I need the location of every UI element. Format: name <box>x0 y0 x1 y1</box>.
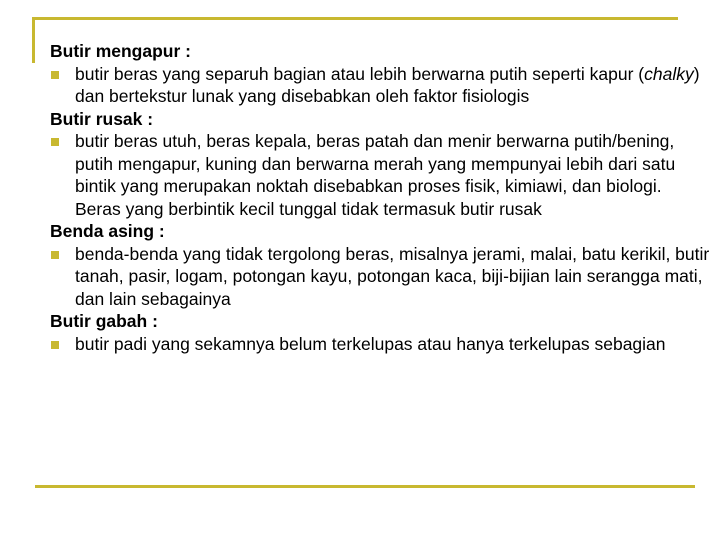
square-bullet-icon <box>51 251 59 259</box>
bottom-border-rule <box>35 485 695 488</box>
bullet-item-butir-gabah <box>50 333 710 356</box>
square-bullet-icon <box>51 341 59 349</box>
heading-butir-rusak: Butir rusak : <box>50 108 154 129</box>
square-bullet-icon <box>51 138 59 146</box>
bullet-item-butir-rusak <box>50 130 710 220</box>
heading-butir-gabah: Butir gabah : <box>50 311 158 331</box>
heading-benda-asing: Benda asing : <box>50 221 165 241</box>
bullet-text: benda-benda yang tidak tergolong beras, misalnya jerami, malai, batu kerikil, butir tanah, pasir, logam, potongan kayu, potongan kaca, biji-bijian lain serangga mati, dan lain sebagainya <box>75 243 710 309</box>
heading-butir-mengapur: Butir mengapur : <box>50 41 191 61</box>
bullet-text-post: ) dan bertekstur lunak yang disebabkan oleh faktor fisiologis <box>75 63 700 106</box>
bullet-text: butir padi yang sekamnya belum terkelupas atau hanya terkelupas sebagian <box>75 333 666 354</box>
slide-body <box>50 40 710 355</box>
bullet-item-butir-mengapur <box>50 63 710 108</box>
bullet-item-benda-asing <box>50 243 710 311</box>
left-border-rule <box>32 17 35 63</box>
bullet-text: butir beras utuh, beras kepala, beras patah dan menir berwarna putih/bening, putih mengapur, kuning dan berwarna merah yang mempunyai lebih dari satu bintik yang merupakan noktah disebabkan proses fisik, kimiawi, dan biologi. Beras yang berbintik kecil tunggal tidak termasuk butir rusak <box>75 131 676 219</box>
bullet-text-pre: butir beras yang separuh bagian atau lebih berwarna putih seperti kapur ( <box>75 63 645 84</box>
square-bullet-icon <box>51 71 59 79</box>
top-border-rule <box>32 17 678 20</box>
bullet-text-italic: chalky <box>644 63 694 84</box>
